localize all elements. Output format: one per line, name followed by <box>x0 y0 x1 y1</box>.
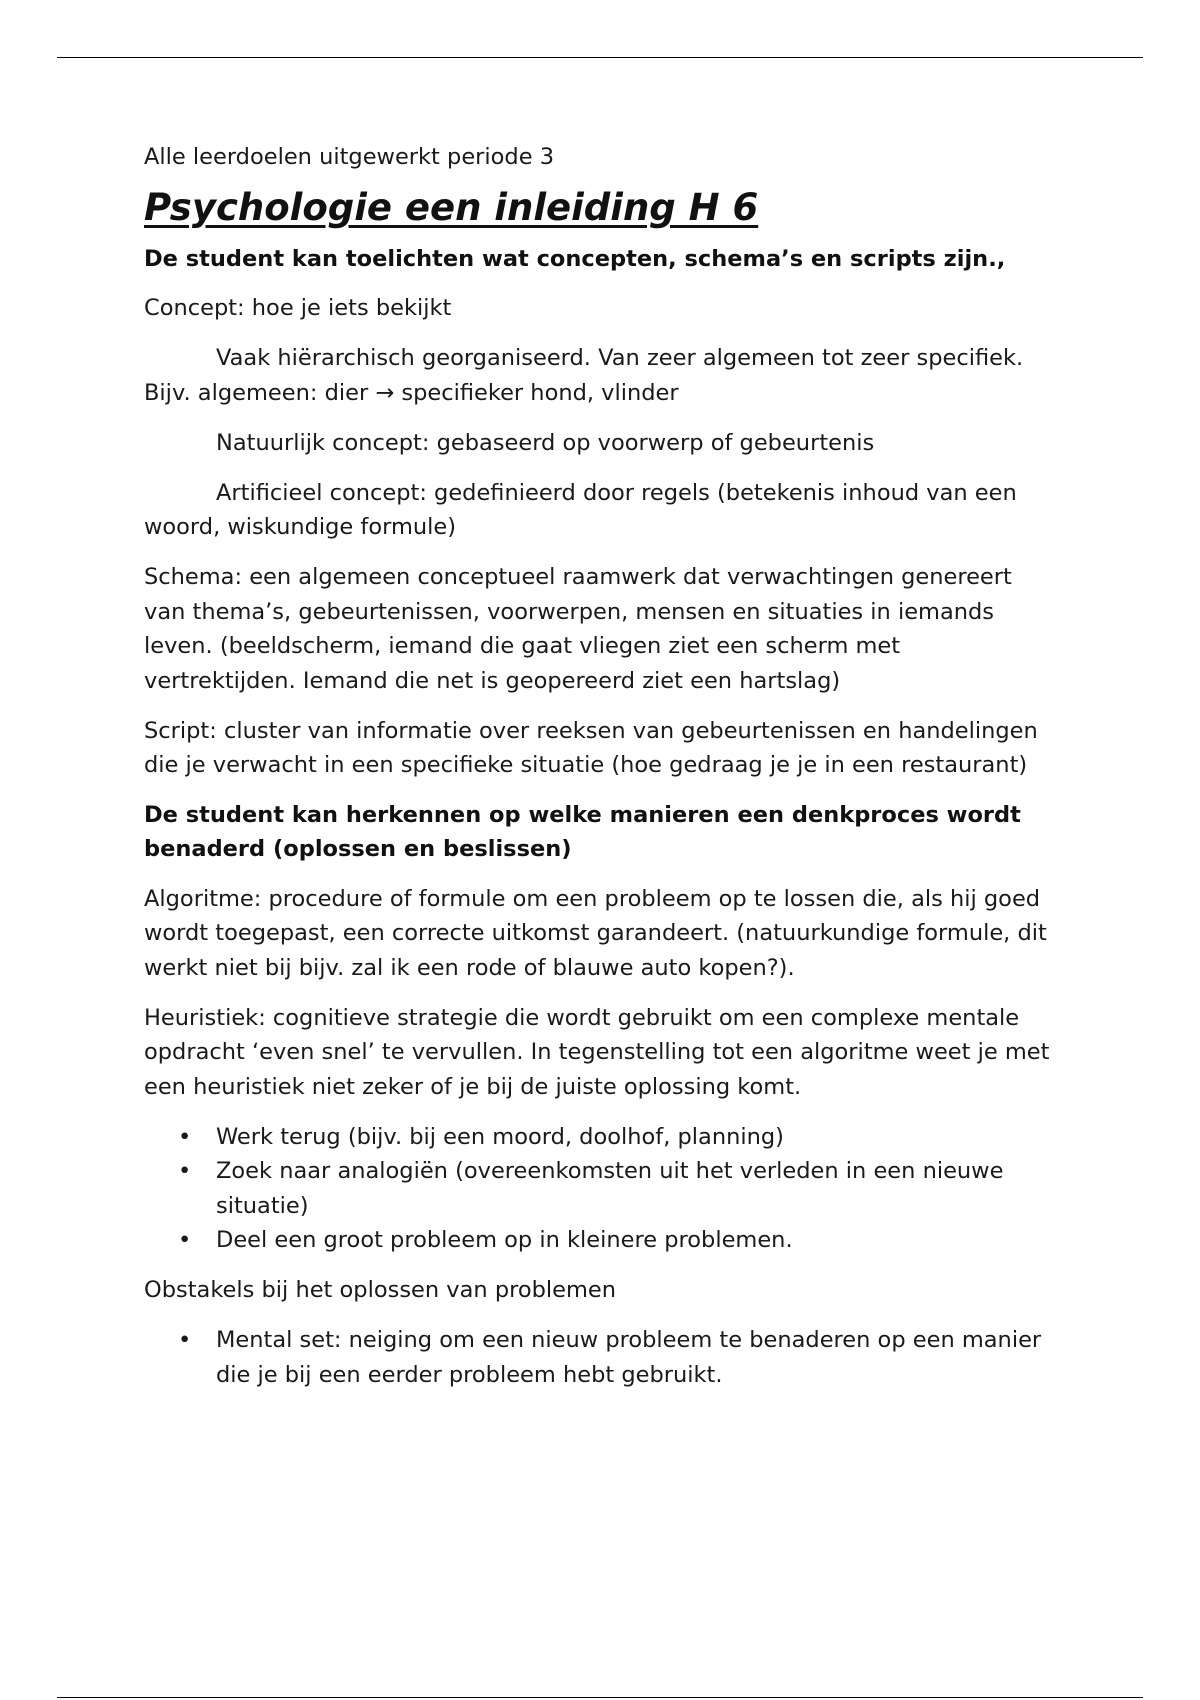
list-item-text: Werk terug (bijv. bij een moord, doolhof, planning) <box>216 1123 784 1150</box>
list-item <box>144 1154 1054 1223</box>
list-item-text: Mental set: neiging om een nieuw probleem te benaderen op een manier die je bij een eerder probleem hebt gebruikt. <box>216 1327 1042 1388</box>
paragraph-script: Script: cluster van informatie over reeksen van gebeurtenissen en handelingen die je verwacht in een specifieke situatie (hoe gedraag je je in een restaurant) <box>144 717 1038 778</box>
bullet-icon: • <box>178 1227 192 1253</box>
bullet-icon: • <box>178 1123 192 1150</box>
footer-rule <box>57 1697 1143 1698</box>
list-item <box>144 1323 1054 1392</box>
paragraph-artificial-concept: Artificieel concept: gedefinieerd door regels (betekenis inhoud van een woord, wiskundige formule) <box>144 479 1017 540</box>
list-item-text: Deel een groot probleem op in kleinere problemen. <box>216 1227 793 1253</box>
list-item-text: Zoek naar analogiën (overeenkomsten uit het verleden in een nieuwe situatie) <box>216 1158 1004 1219</box>
section-heading-concepts: De student kan toelichten wat concepten, schema’s en scripts zijn., <box>144 245 1006 272</box>
obstacle-list <box>144 1323 1054 1392</box>
list-item <box>144 1120 1054 1155</box>
bullet-icon: • <box>178 1158 192 1184</box>
paragraph-concept: Concept: hoe je iets bekijkt <box>144 295 452 321</box>
list-item <box>144 1223 1054 1258</box>
document-subtitle: Alle leerdoelen uitgewerkt periode 3 <box>144 144 555 170</box>
paragraph-natural-concept: Natuurlijk concept: gebaseerd op voorwerp of gebeurtenis <box>216 429 875 456</box>
paragraph-obstacles: Obstakels bij het oplossen van problemen <box>144 1277 617 1303</box>
paragraph-algorithm: Algoritme: procedure of formule om een probleem op te lossen die, als hij goed wordt toegepast, een correcte uitkomst garandeert. (natuurkundige formule, dit werkt niet bij bijv. zal ik een rode of blauwe auto kopen?). <box>144 885 1047 981</box>
bullet-icon: • <box>178 1327 192 1353</box>
paragraph-hierarchy: Vaak hiërarchisch georganiseerd. Van zeer algemeen tot zeer specifiek. Bijv. algemeen: dier → specifieker hond, vlinder <box>144 345 1024 406</box>
section-heading-thinking: De student kan herkennen op welke manieren een denkproces wordt benaderd (oplossen en beslissen) <box>144 802 1021 862</box>
paragraph-heuristic: Heuristiek: cognitieve strategie die wordt gebruikt om een complexe mentale opdracht ‘even snel’ te vervullen. In tegenstelling tot een algoritme weet je met een heuristiek niet zeker of je bij de juiste oplossing komt. <box>144 1004 1050 1100</box>
heuristic-list <box>144 1120 1054 1258</box>
document-title: Psychologie een inleiding H 6 <box>144 185 759 229</box>
document-body <box>144 140 1054 1408</box>
header-rule <box>57 57 1143 58</box>
paragraph-schema: Schema: een algemeen conceptueel raamwerk dat verwachtingen genereert van thema’s, gebeurtenissen, voorwerpen, mensen en situaties in iemands leven. (beeldscherm, iemand die gaat vliegen ziet een scherm met vertrektijden. Iemand die net is geopereerd ziet een hartslag) <box>144 564 1012 694</box>
